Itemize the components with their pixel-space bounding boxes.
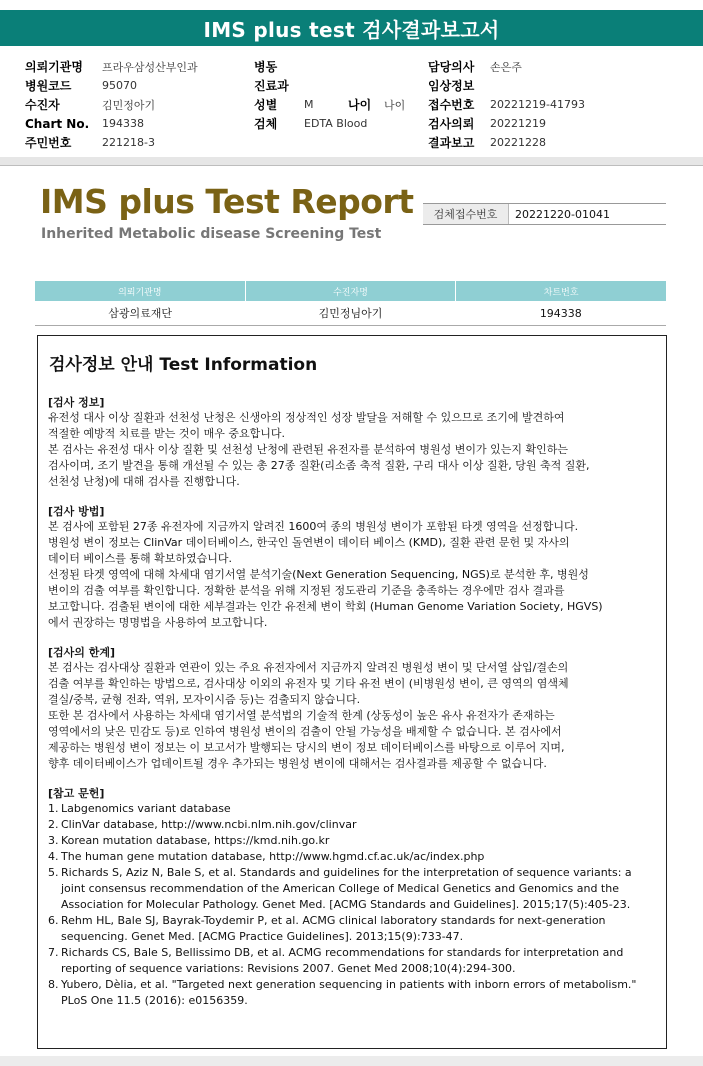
report-title-bar: IMS plus test 검사결과보고서 (0, 10, 703, 46)
info-header-patient: 수진자명 (246, 281, 457, 301)
patient-value: 김민정아기 (102, 98, 156, 112)
reference-text: Richards CS, Bale S, Bellissimo DB, et al. ACMG recommendations for standards for interpretation and reporting of sequence variations: Revisions 2007. Genet Med 2008;10(4):294-300. (61, 946, 624, 975)
receipt-number-label: 검체접수번호 (423, 204, 509, 224)
report-date-label: 결과보고 (428, 136, 475, 150)
report-date-value: 20221228 (490, 136, 546, 149)
header-column-2 (254, 57, 405, 133)
patient-header (0, 57, 703, 153)
references-list (48, 801, 656, 1009)
specimen-value: EDTA Blood (304, 117, 368, 130)
info-header-chart: 차트번호 (543, 287, 579, 298)
reference-number: 3. (48, 834, 59, 847)
chart-no-value: 194338 (102, 117, 144, 130)
age-value: 나이 (384, 98, 406, 112)
section-body: 본 검사는 검사대상 질환과 연관이 있는 주요 유전자에서 지금까지 알려진 병원성 변이 및 단서열 삽입/결손의 검출 여부를 확인하는 방법으로, 검사대상 이외의 유전자 및 기타 유전 변이 (비병원성 변이, 큰 영역의 염색체 결실/중복, 균형 전좌, 역위, 모자이시즘 등)는 검출되지 않습니다. 또한 본 검사에서 사용하는 차세대 염기서열 분석법의 기술적 한계 (상동성이 높은 유사 유전자가 존재하는 영역에서의 낮은 민감도 등)로 인하여 병원성 변이의 검출이 안될 가능성을 배제할 수 없습니다. 본 검사에서 제공하는 병원성 변이 정보는 이 보고서가 발행되는 당시의 변이 정보 데이터베이스를 바탕으로 이루어 지며, 향후 데이터베이스가 업데이트될 경우 추가되는 병원성 변이에 대해서는 검사결과를 제공할 수 없습니다. (48, 661, 569, 770)
header-divider-line (0, 165, 703, 166)
section-heading: [검사 방법] (48, 505, 105, 518)
references-heading: [참고 문헌] (48, 787, 105, 800)
section-references (48, 786, 656, 1009)
age-label: 나이 (348, 98, 372, 112)
report-title: IMS plus Test Report (40, 182, 414, 221)
section-body: 본 검사에 포함된 27종 유전자에 지금까지 알려진 1600여 종의 병원성 변이가 포함된 타겟 영역을 선정합니다. 병원성 변이 정보는 ClinVar 데이터베이스, 한국인 돌연변이 데이터 베이스 (KMD), 질환 관련 문헌 및 자사의 데이터 베이스를 통해 확보하였습니다. 선정된 타겟 영역에 대해 차세대 염기서열 분석기술(Next Generation Sequencing, NGS)로 분석한 후, 병원성 변이의 검출 여부를 확인합니다. 정확한 분석을 위해 지정된 정도관리 기준을 충족하는 경우에만 검사 결과를 보고합니다. 검출된 변이에 대한 세부결과는 인간 유전체 변이 학회 (Human Genome Variation Society, HGVS) 에서 권장하는 명명법을 사용하여 보고합니다. (48, 520, 603, 629)
reference-text: The human gene mutation database, http://www.hgmd.cf.ac.uk/ac/index.php (61, 850, 485, 863)
hospital-value: 프라우삼성산부인과 (102, 60, 198, 74)
reference-number: 4. (48, 850, 59, 863)
section-heading: [검사 정보] (48, 396, 105, 409)
resident-no-label: 주민번호 (25, 136, 72, 150)
info-chart-value: 194338 (539, 306, 582, 320)
reference-text: Richards S, Aziz N, Bale S, et al. Standards and guidelines for the interpretation of sequence variants: a joint consensus recommendation of the American College of Medical Genetics and Genomics and the Association for Molecular Pathology. Genet Med. [ACMG Standards and Guidelines]. 2015;17(5):405-23. (61, 866, 632, 911)
accession-label: 접수번호 (428, 98, 475, 112)
doctor-label: 담당의사 (428, 60, 475, 74)
section-test-info (48, 395, 656, 490)
resident-no-value: 221218-3 (102, 136, 155, 149)
reference-number: 5. (48, 866, 59, 879)
info-table-header (35, 281, 666, 301)
report-subtitle: Inherited Metabolic disease Screening Test (41, 226, 382, 242)
reference-item (48, 977, 656, 1009)
patient-label: 수진자 (25, 98, 60, 112)
sex-value: M (304, 98, 314, 111)
reference-text: Rehm HL, Bale SJ, Bayrak-Toydemir P, et al. ACMG clinical laboratory standards for next-generation sequencing. Genet Med. [ACMG Practice Guidelines]. 2013;15(9):733-47. (61, 914, 606, 943)
test-information-title: 검사정보 안내 Test Information (49, 355, 318, 375)
section-body: 유전성 대사 이상 질환과 선천성 난청은 신생아의 정상적인 성장 발달을 저해할 수 있으므로 조기에 발견하여 적절한 예방적 치료를 받는 것이 매우 중요합니다. 본 검사는 유전성 대사 이상 질환 및 선천성 난청에 관련된 유전자를 분석하여 병원성 변이가 있는지 확인하는 검사이며, 조기 발견을 통해 개선될 수 있는 총 27종 질환(리소좀 축적 질환, 구리 대사 이상 질환, 당원 축적 질환, 선천성 난청)에 대해 검사를 진행합니다. (48, 411, 590, 488)
info-table-row (35, 301, 666, 326)
patient-info-table (35, 281, 666, 326)
chart-no-label: Chart No. (25, 116, 90, 131)
reference-item (48, 801, 656, 817)
reference-number: 8. (48, 978, 59, 991)
reference-item (48, 945, 656, 977)
request-date-label: 검사의뢰 (428, 117, 475, 131)
request-date-value: 20221219 (490, 117, 546, 130)
header-column-1 (25, 57, 198, 152)
reference-text: ClinVar database, http://www.ncbi.nlm.nih.gov/clinvar (61, 818, 357, 831)
reference-number: 7. (48, 946, 59, 959)
department-label: 진료과 (254, 79, 289, 93)
hospital-code-value: 95070 (102, 79, 137, 92)
header-column-3 (428, 57, 585, 152)
info-institution-value: 삼광의료재단 (108, 307, 173, 320)
reference-number: 6. (48, 914, 59, 927)
specimen-receipt-box (423, 203, 666, 225)
doctor-value: 손은주 (490, 60, 522, 74)
accession-value: 20221219-41793 (490, 98, 585, 111)
test-information-box (37, 335, 667, 1049)
reference-number: 2. (48, 818, 59, 831)
reference-item (48, 913, 656, 945)
clinical-info-label: 임상정보 (428, 79, 475, 93)
info-patient-value: 김민정님아기 (318, 307, 383, 320)
reference-text: Labgenomics variant database (61, 802, 231, 815)
hospital-code-label: 병원코드 (25, 79, 72, 93)
reference-item (48, 865, 656, 913)
receipt-number-value: 20221220-01041 (515, 207, 610, 221)
reference-item (48, 849, 656, 865)
section-heading: [검사의 한계] (48, 646, 116, 659)
reference-text: Yubero, Dèlia, et al. "Targeted next generation sequencing in patients with inborn errors of metabolism." PLoS One 11.5 (2016): e0156359. (61, 978, 637, 1007)
reference-item (48, 833, 656, 849)
header-divider (0, 157, 703, 165)
info-header-institution: 의뢰기관명 (35, 281, 246, 301)
sex-label: 성별 (254, 98, 278, 112)
ward-label: 병동 (254, 60, 278, 74)
section-test-method (48, 504, 656, 631)
reference-text: Korean mutation database, https://kmd.nih.go.kr (61, 834, 330, 847)
hospital-label: 의뢰기관명 (25, 60, 83, 74)
bottom-bar (0, 1056, 703, 1066)
reference-number: 1. (48, 802, 59, 815)
section-test-limitations (48, 645, 656, 772)
reference-item (48, 817, 656, 833)
specimen-label: 검체 (254, 117, 278, 131)
